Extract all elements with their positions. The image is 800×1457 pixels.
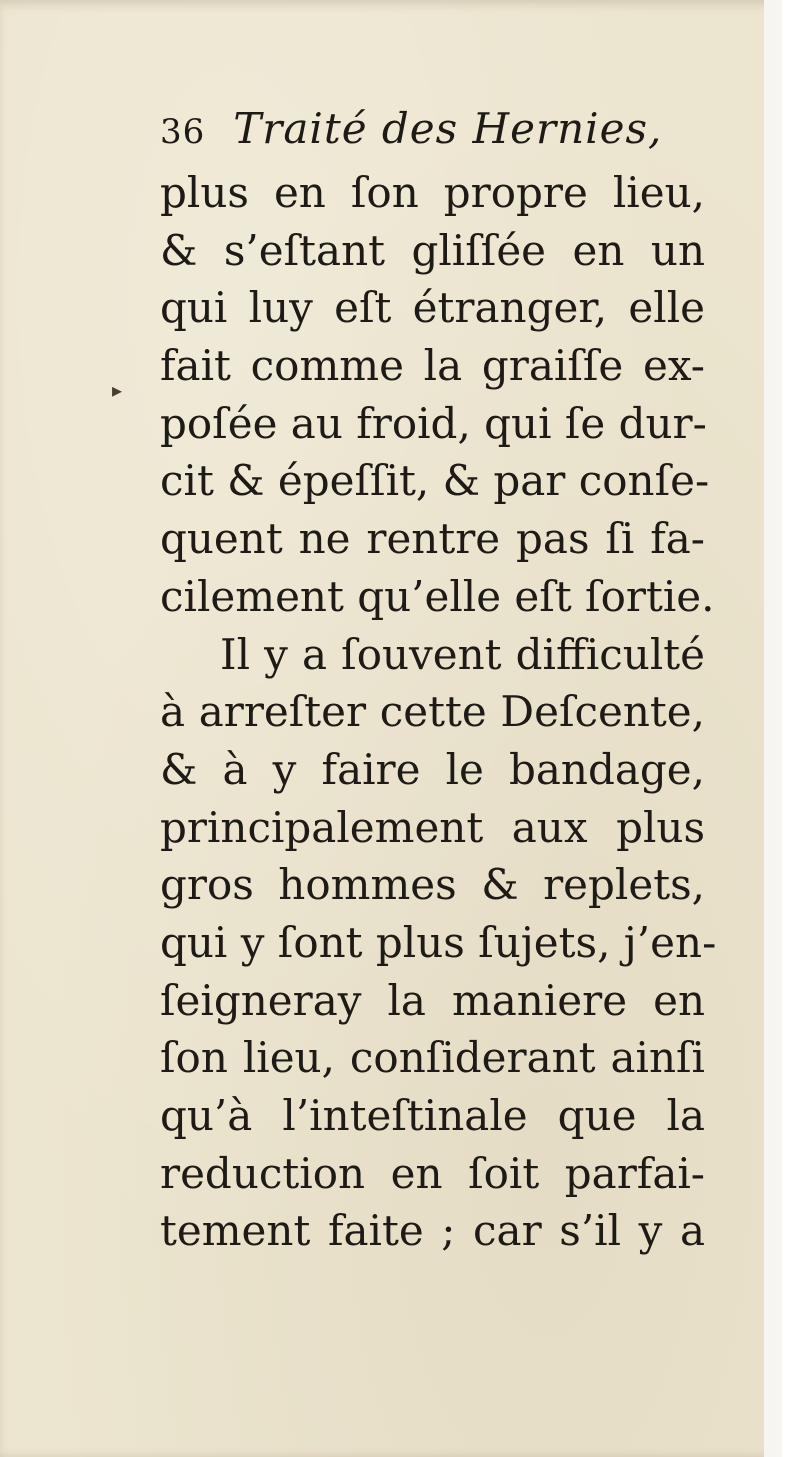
page-header [160, 104, 720, 162]
text-line: qui y ſont plus ſujets, j’en- [160, 917, 717, 967]
text-line: ſon lieu, conſiderant ainſi [160, 1033, 705, 1083]
text-line: plus en ſon propre lieu, [160, 168, 705, 217]
text-line: quent ne rentre pas ſi fa- [160, 514, 705, 564]
page-edge [764, 0, 782, 1457]
running-title: Traité des Hernies, [233, 104, 663, 153]
text-line: cit & épeſſit, & par conſe- [160, 456, 710, 506]
text-line: qui luy eſt étranger, elle [160, 283, 705, 333]
text-line: principalement aux plus [160, 802, 705, 852]
text-line: reduction en ſoit parfai- [160, 1148, 705, 1198]
text-line: poſée au froid, qui ſe dur- [160, 398, 707, 448]
text-line: cilement qu’elle eſt ſortie. [160, 571, 715, 621]
text-line: fait comme la graiſſe ex- [160, 341, 705, 391]
margin-mark: ▸ [112, 378, 123, 402]
text-line: & s’eſtant gliſſée en un [160, 225, 705, 275]
text-line: à arreſter cette Deſcente, [160, 687, 705, 737]
text-line: gros hommes & replets, [160, 860, 705, 910]
page-number: 36 [160, 112, 206, 152]
text-line-paragraph-start: Il y a ſouvent difficulté [220, 629, 705, 679]
text-block [160, 104, 720, 1260]
text-line: ſeigneray la maniere en [160, 975, 705, 1025]
text-line: qu’à l’inteſtinale que la [160, 1091, 705, 1140]
text-line: tement faite ; car s’il y a [160, 1206, 705, 1256]
text-line: & à y faire le bandage, [160, 744, 705, 794]
